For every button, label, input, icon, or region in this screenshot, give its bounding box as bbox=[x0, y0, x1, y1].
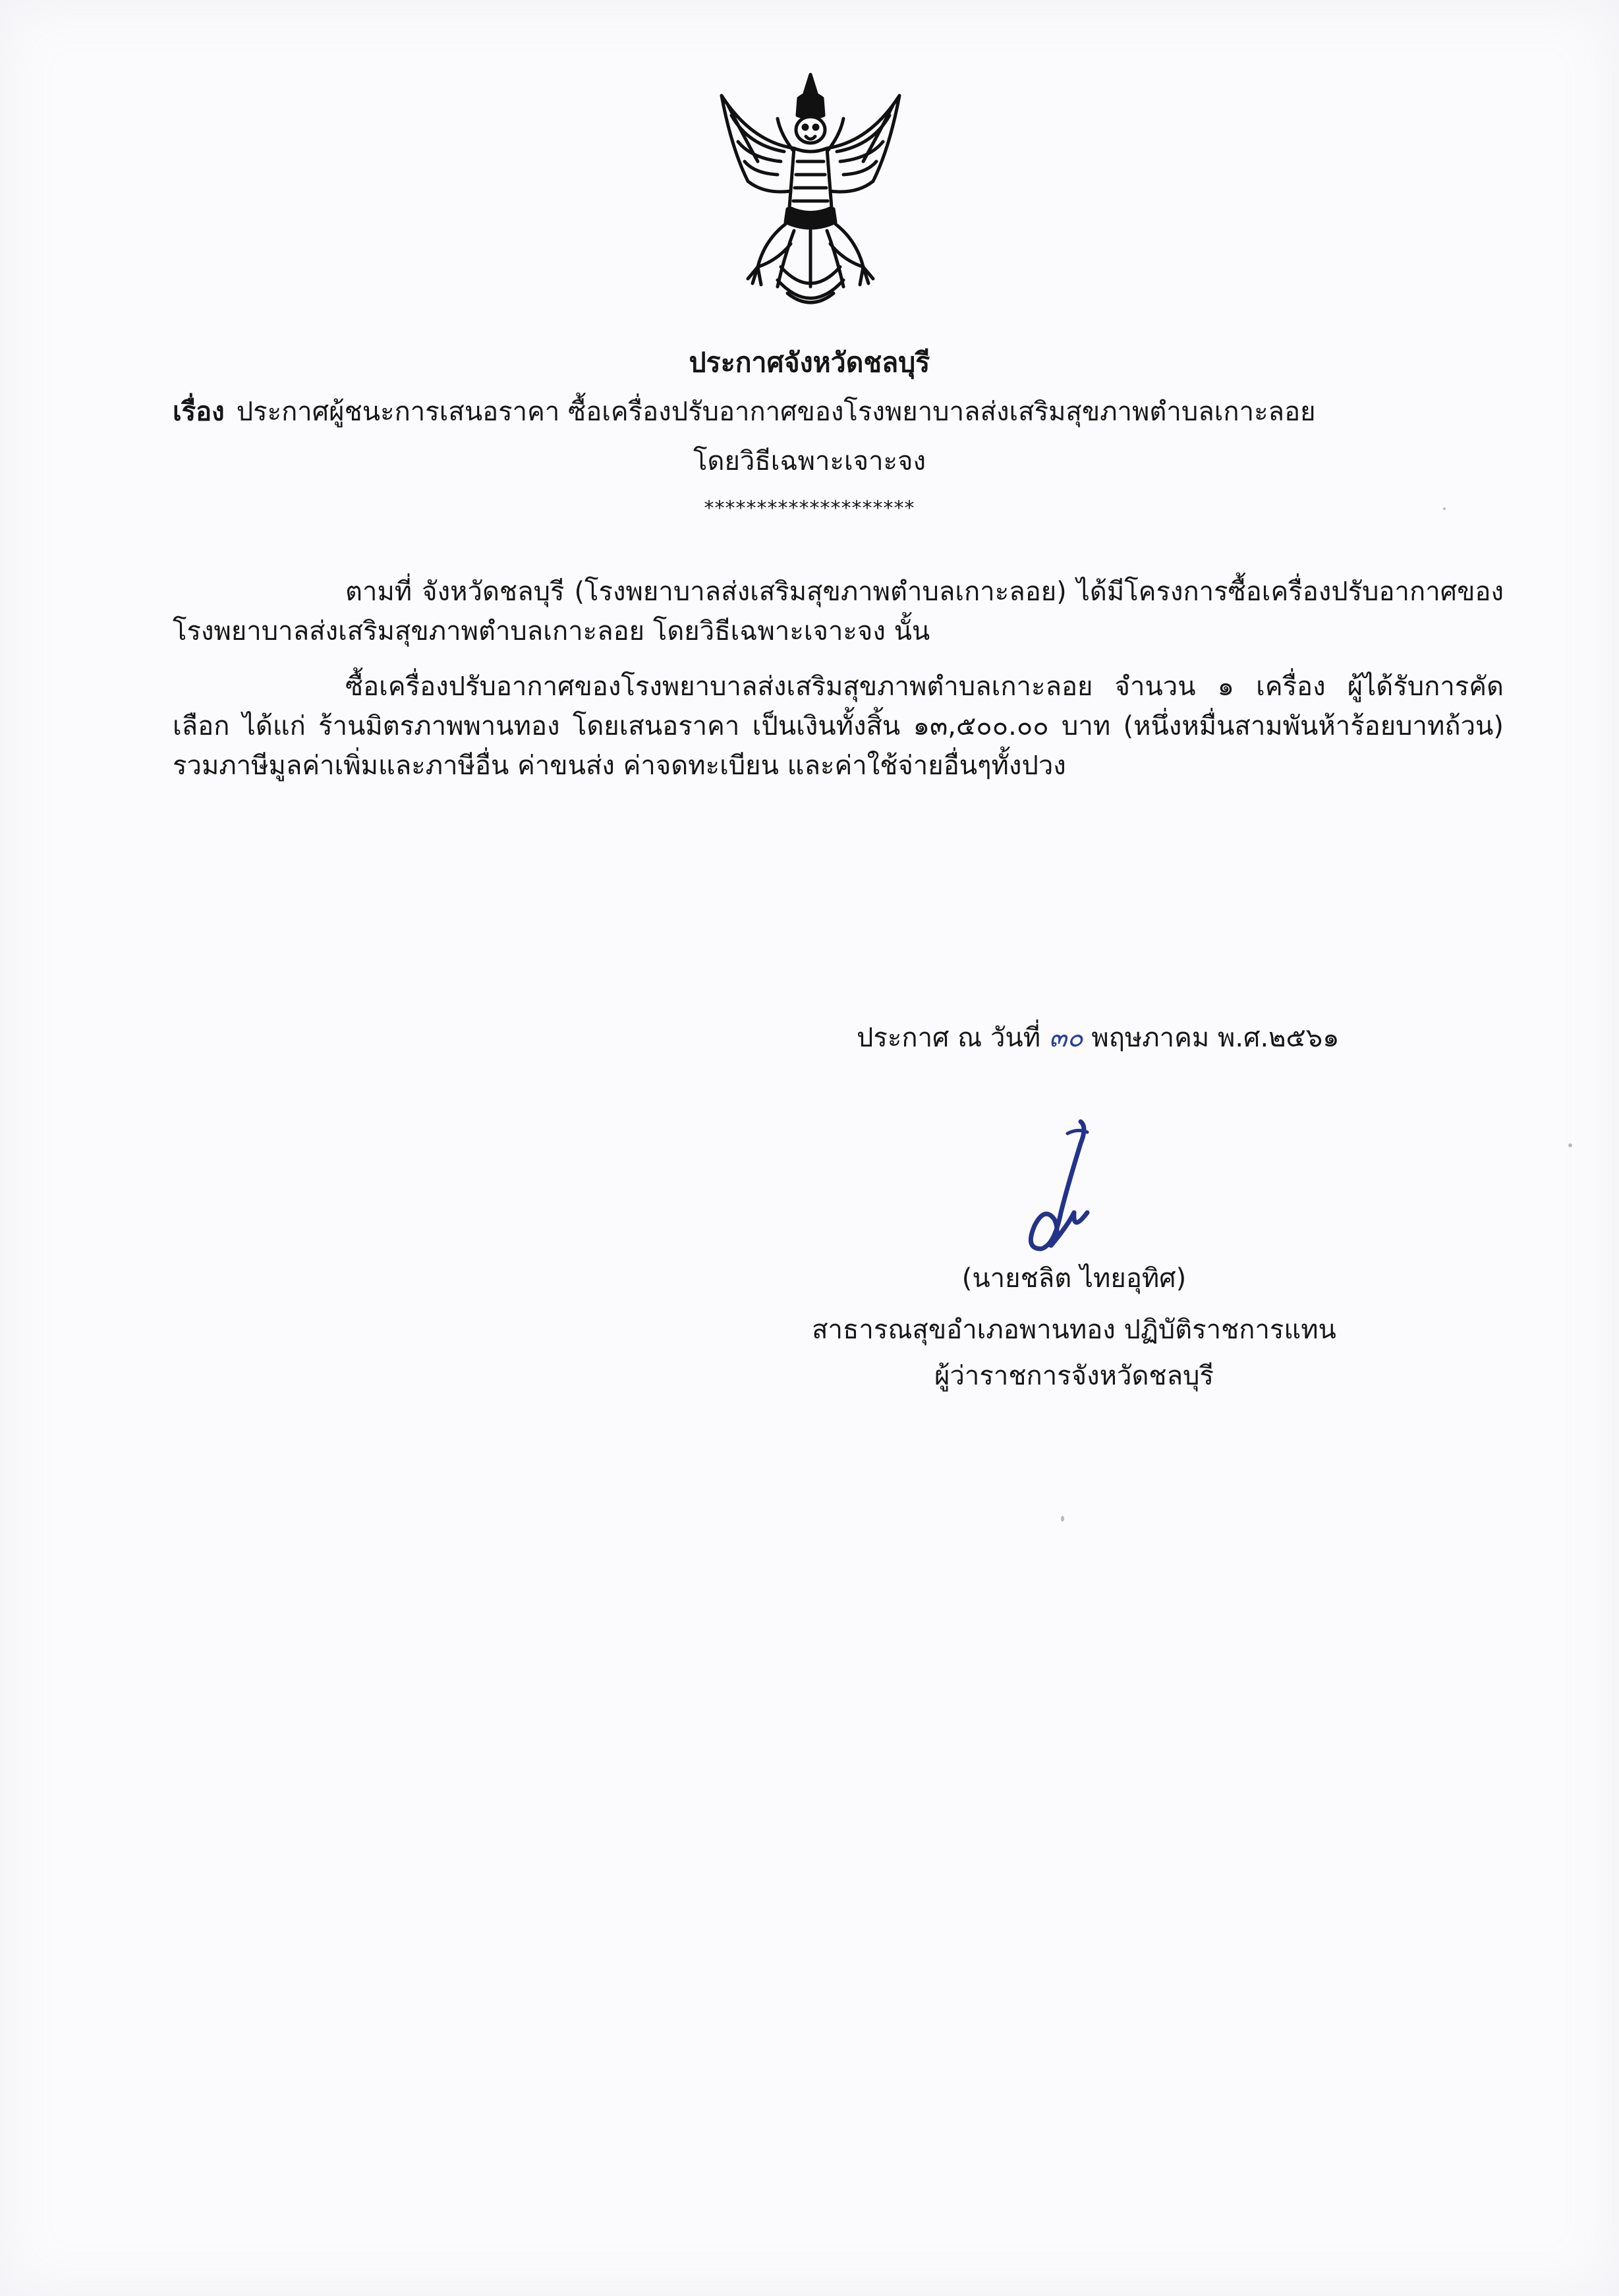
document-title: ประกาศจังหวัดชลบุรี bbox=[689, 347, 930, 378]
date-month-year: พฤษภาคม พ.ศ.๒๕๖๑ bbox=[1091, 1023, 1340, 1053]
scan-speck bbox=[1568, 1143, 1572, 1147]
body-paragraph-1: ตามที่ จังหวัดชลบุรี (โรงพยาบาลส่งเสริมสุขภาพตำบลเกาะลอย) ได้มีโครงการซื้อเครื่องปรับอากาศของโรงพยาบาลส่งเสริมสุขภาพตำบลเกาะลอย โดยวิธีเฉพาะเจาะจง นั้น bbox=[173, 577, 1504, 646]
signature-icon bbox=[988, 1114, 1114, 1265]
date-day-handwritten: ๓๐ bbox=[1048, 1023, 1083, 1053]
subject-line bbox=[173, 392, 1425, 432]
signatory-position: สาธารณสุขอำเภอพานทอง ปฏิบัติราชการแทน bbox=[812, 1315, 1336, 1345]
body-paragraph-2: ซื้อเครื่องปรับอากาศของโรงพยาบาลส่งเสริมสุขภาพตำบลเกาะลอย จำนวน ๑ เครื่อง ผู้ได้รับการคัดเลือก ได้แก่ ร้านมิตรภาพพานทอง โดยเสนอราคา เป็นเงินทั้งสิ้น ๑๓,๕๐๐.๐๐ บาท (หนึ่งหมื่นสามพันห้าร้อยบาทถ้วน) รวมภาษีมูลค่าเพิ่มและภาษีอื่น ค่าขนส่ง ค่าจดทะเบียน และค่าใช้จ่ายอื่นๆทั้งปวง bbox=[173, 672, 1504, 781]
signatory-role: ผู้ว่าราชการจังหวัดชลบุรี bbox=[934, 1361, 1214, 1391]
subject-text: ประกาศผู้ชนะการเสนอราคา ซื้อเครื่องปรับอากาศของโรงพยาบาลส่งเสริมสุขภาพตำบลเกาะลอย bbox=[236, 397, 1316, 427]
subject-label: เรื่อง bbox=[173, 397, 225, 427]
announcement-date bbox=[857, 1018, 1483, 1058]
separator-stars: ******************** bbox=[704, 497, 915, 520]
scan-speck bbox=[1443, 507, 1446, 510]
subject-continuation: โดยวิธีเฉพาะเจาะจง bbox=[693, 446, 926, 476]
date-prefix: ประกาศ ณ วันที่ bbox=[857, 1023, 1041, 1053]
garuda-emblem-icon bbox=[712, 69, 909, 320]
scan-speck bbox=[1061, 1516, 1064, 1522]
signatory-name: (นายชลิต ไทยอุทิศ) bbox=[961, 1263, 1187, 1294]
